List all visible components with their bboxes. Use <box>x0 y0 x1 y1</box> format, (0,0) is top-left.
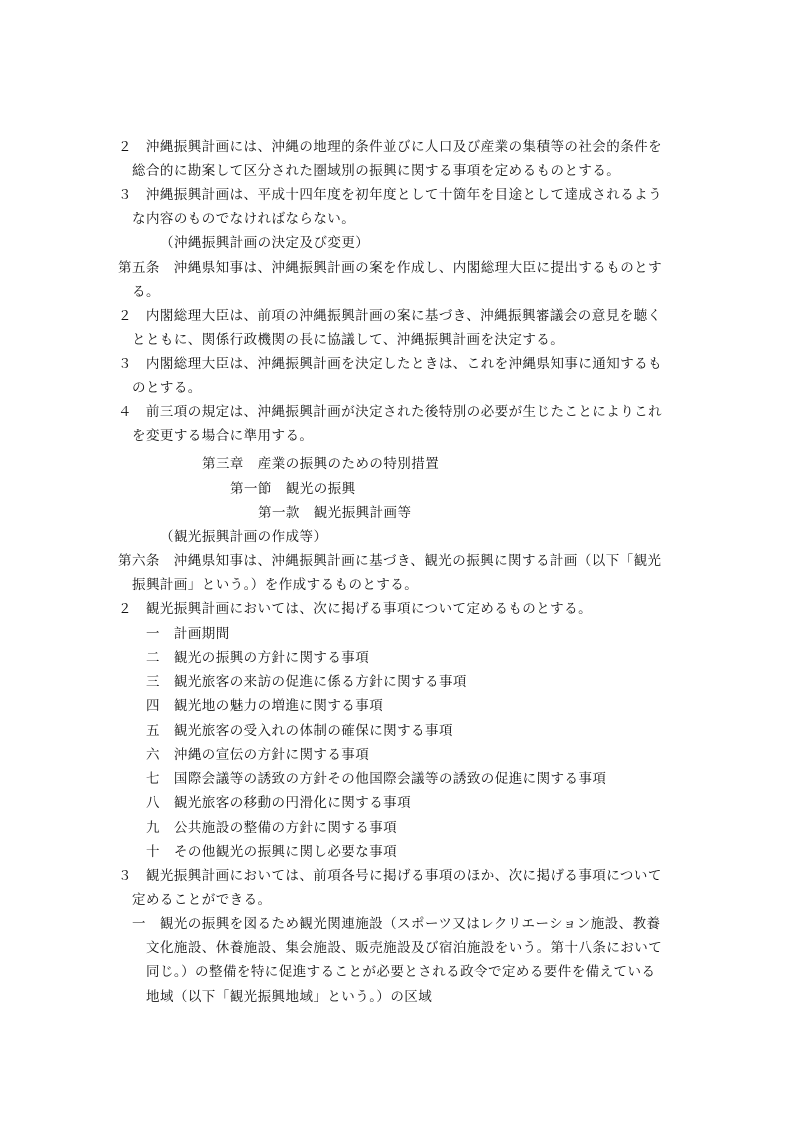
list-item-6: 六 沖縄の宣伝の方針に関する事項 <box>146 747 370 763</box>
para-6-4-l1: ４ 前三項の規定は、沖縄振興計画が決定された後特別の必要が生じたことによりこれ <box>118 404 663 420</box>
subitem-1-l4: 地域（以下「観光振興地域」という。）の区域 <box>146 989 433 1005</box>
list-item-1: 一 計画期間 <box>146 626 230 642</box>
subitem-1-l2: 文化施設、休養施設、集会施設、販売施設及び宿泊施設をいう。第十八条において <box>146 940 663 956</box>
para-6-2-l2: とともに、関係行政機関の長に協議して、沖縄振興計画を決定する。 <box>132 332 565 348</box>
para-5-3-l2: な内容のものでなければならない。 <box>132 211 356 227</box>
list-item-2: 二 観光の振興の方針に関する事項 <box>146 650 370 666</box>
para-6-2-l1: ２ 内閣総理大臣は、前項の沖縄振興計画の案に基づき、沖縄振興審議会の意見を聴く <box>118 308 662 324</box>
para-7-3-l1: ３ 観光振興計画においては、前項各号に掲げる事項のほか、次に掲げる事項について <box>118 868 662 884</box>
para-6-3-l1: ３ 内閣総理大臣は、沖縄振興計画を決定したときは、これを沖縄県知事に通知するも <box>118 356 663 372</box>
article-caption-6: （観光振興計画の作成等） <box>160 529 328 545</box>
para-5-3-l1: ３ 沖縄振興計画は、平成十四年度を初年度として十箇年を目途として達成されるよう <box>118 187 663 203</box>
para-7-3-l2: 定めることができる。 <box>132 892 272 908</box>
article-caption-5: （沖縄振興計画の決定及び変更） <box>160 235 370 251</box>
article-6-l1: 第五条 沖縄県知事は、沖縄振興計画の案を作成し、内閣総理大臣に提出するものとす <box>118 260 663 276</box>
list-item-4: 四 観光地の魅力の増進に関する事項 <box>146 698 384 714</box>
article-6-l2: る。 <box>132 284 160 300</box>
list-item-7: 七 国際会議等の誘致の方針その他国際会議等の誘致の促進に関する事項 <box>146 771 607 787</box>
list-item-10: 十 その他観光の振興に関し必要な事項 <box>146 844 398 860</box>
para-5-2-l1: ２ 沖縄振興計画には、沖縄の地理的条件並びに人口及び産業の集積等の社会的条件を <box>118 139 663 155</box>
chapter-heading: 第三章 産業の振興のための特別措置 <box>202 456 440 472</box>
subsection-heading: 第一款 観光振興計画等 <box>258 505 412 521</box>
list-item-9: 九 公共施設の整備の方針に関する事項 <box>146 820 398 836</box>
list-item-3: 三 観光旅客の来訪の促進に係る方針に関する事項 <box>146 674 467 690</box>
para-5-2-l2: 総合的に勘案して区分された圏域別の振興に関する事項を定めるものとする。 <box>132 163 621 179</box>
para-7-2: ２ 観光振興計画においては、次に掲げる事項について定めるものとする。 <box>118 601 593 617</box>
section-heading: 第一節 観光の振興 <box>230 481 356 497</box>
list-item-5: 五 観光旅客の受入れの体制の確保に関する事項 <box>146 723 453 739</box>
article-7-l2: 振興計画」という。）を作成するものとする。 <box>132 577 419 593</box>
subitem-1-l3: 同じ。）の整備を特に促進することが必要とされる政令で定める要件を備えている <box>146 964 656 980</box>
para-6-4-l2: を変更する場合に準用する。 <box>132 428 314 444</box>
subitem-1-l1: 一 観光の振興を図るため観光関連施設（スポーツ又はレクリエーション施設、教養 <box>132 916 661 932</box>
article-7-l1: 第六条 沖縄県知事は、沖縄振興計画に基づき、観光の振興に関する計画（以下「観光 <box>118 553 662 569</box>
list-item-8: 八 観光旅客の移動の円滑化に関する事項 <box>146 795 412 811</box>
para-6-3-l2: のとする。 <box>132 380 202 396</box>
